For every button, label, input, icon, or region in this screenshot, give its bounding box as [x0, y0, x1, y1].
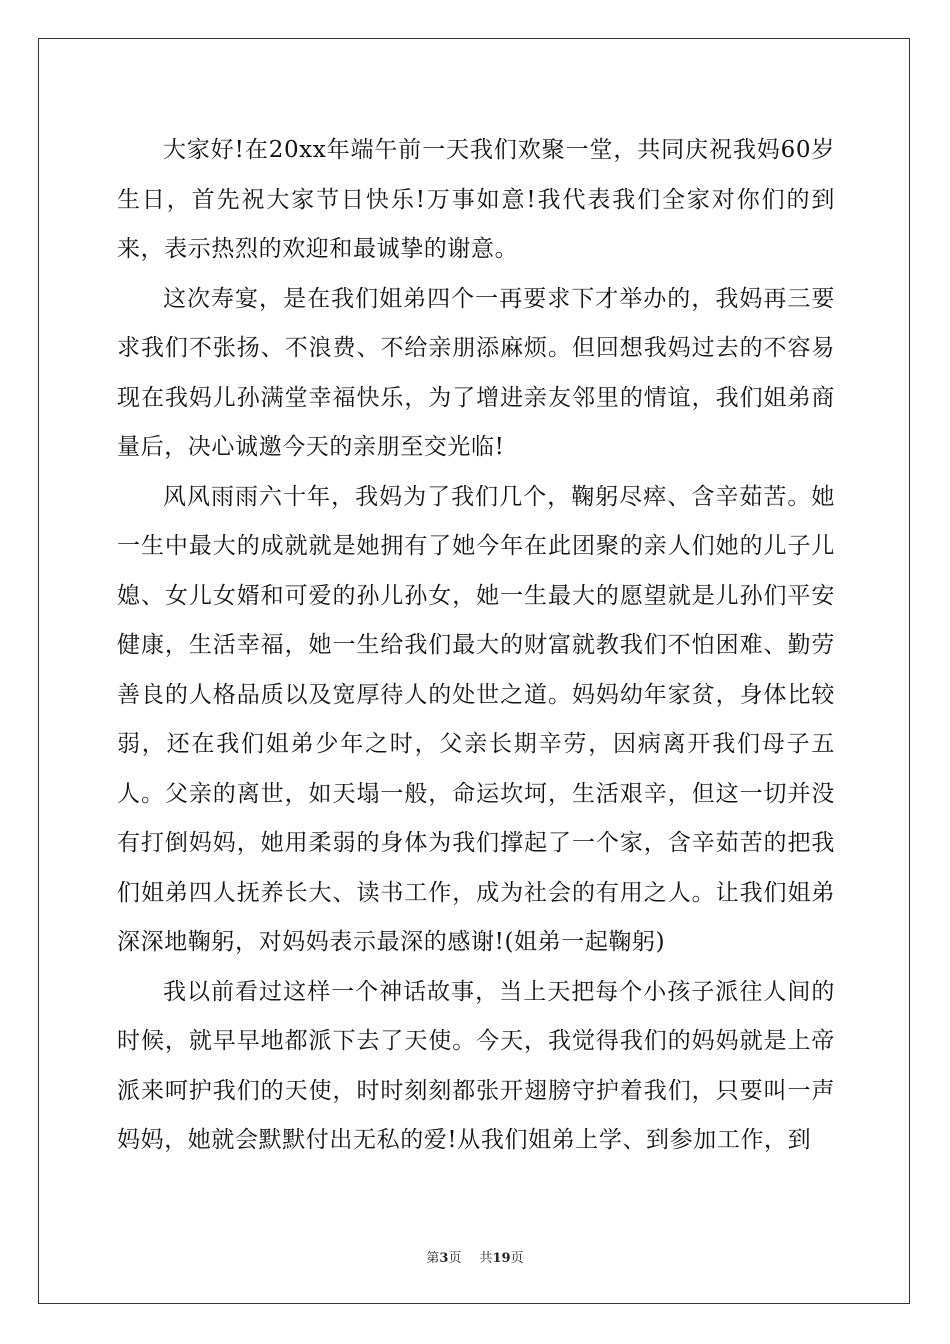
paragraph: 大家好!在20xx年端午前一天我们欢聚一堂，共同庆祝我妈60岁生日，首先祝大家节日快乐!万事如意!我代表我们全家对你们的到来，表示热烈的欢迎和最诚挚的谢意。 [117, 137, 835, 262]
paragraph: 这次寿宴，是在我们姐弟四个一再要求下才举办的，我妈再三要求我们不张扬、不浪费、不给亲朋添麻烦。但回想我妈过去的不容易现在我妈儿孙满堂幸福快乐，为了增进亲友邻里的情谊，我们姐弟商量后，决心诚邀今天的亲朋至交光临! [117, 285, 835, 460]
paragraph: 风风雨雨六十年，我妈为了我们几个，鞠躬尽瘁、含辛茹苦。她一生中最大的成就就是她拥有了她今年在此团聚的亲人们她的儿子儿媳、女儿女婿和可爱的孙儿孙女，她一生最大的愿望就是儿孙们平安健康，生活幸福，她一生给我们最大的财富就教我们不怕困难、勤劳善良的人格品质以及宽厚待人的处世之道。妈妈幼年家贫，身体比较弱，还在我们姐弟少年之时，父亲长期辛劳，因病离开我们母子五人。父亲的离世，如天塌一般，命运坎坷，生活艰辛，但这一切并没有打倒妈妈，她用柔弱的身体为我们撑起了一个家，含辛茹苦的把我们姐弟四人抚养长大、读书工作，成为社会的有用之人。让我们姐弟深深地鞠躬，对妈妈表示最深的感谢!(姐弟一起鞠躬) [117, 483, 835, 955]
total-page-number: 19 [492, 1251, 511, 1266]
page-footer [0, 1247, 950, 1266]
paragraph: 我以前看过这样一个神话故事，当上天把每个小孩子派往人间的时候，就早早地都派下去了天使。今天，我觉得我们的妈妈就是上帝派来呵护我们的天使，时时刻刻都张开翅膀守护着我们，只要叫一声妈妈，她就会默默付出无私的爱!从我们姐弟上学、到参加工作，到 [117, 978, 835, 1153]
total-label-suffix: 页 [510, 1251, 524, 1266]
page-label-suffix: 页 [448, 1251, 462, 1266]
current-page-number: 3 [439, 1251, 449, 1266]
page-label-prefix: 第 [426, 1251, 440, 1266]
document-body [117, 126, 835, 1166]
total-label-prefix: 共 [479, 1251, 493, 1266]
